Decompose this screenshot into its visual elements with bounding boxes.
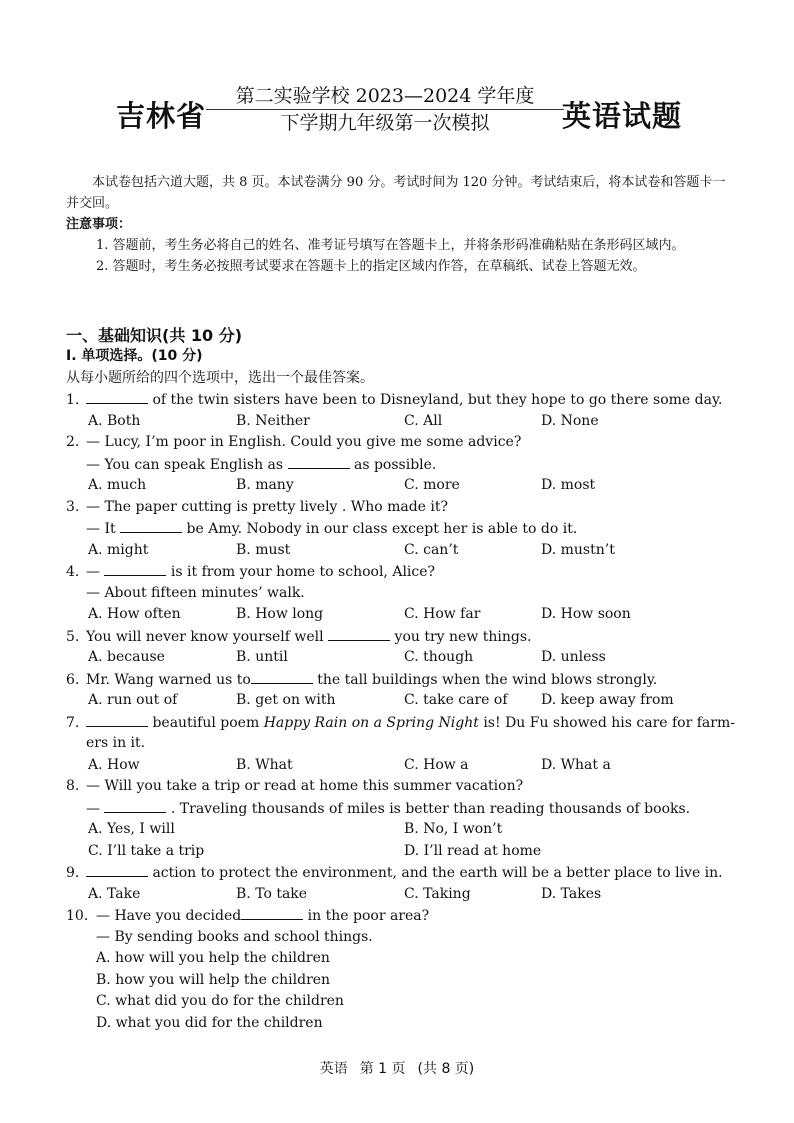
option-c: C. How far: [404, 606, 481, 622]
exam-header: [0, 84, 794, 134]
question-text-2: is! Du Fu showed his care for farm-: [478, 714, 735, 731]
notes-title: 注意事项：: [66, 217, 132, 232]
option-b: B. many: [236, 477, 294, 493]
option-a: A. might: [88, 541, 149, 558]
question-4: [66, 561, 736, 583]
intro-text: 本试卷包括六道大题，共 8 页。本试卷满分 90 分。考试时间为 120 分钟。考试结束后，将本试卷和答题卡一并交回。: [66, 175, 726, 211]
answer-blank: [86, 712, 148, 727]
option-a: A. Yes, I will: [88, 821, 175, 837]
option-d: D. keep away from: [541, 692, 674, 708]
option-c: C. How a: [404, 756, 469, 773]
question-number: 7.: [66, 714, 80, 731]
option-d: D. What a: [541, 756, 611, 773]
section-title: 一、基础知识(共 10 分): [66, 326, 243, 345]
reply-text-post: . Traveling thousands of miles is better than reading thousands of books.: [166, 800, 691, 817]
question-number: 2.: [66, 434, 80, 450]
question-8: [66, 776, 736, 798]
reply-text-pre: —: [86, 800, 105, 817]
question-2-options: [66, 475, 736, 497]
question-number: 6.: [66, 671, 80, 688]
question-10-option-d: [66, 1013, 736, 1035]
option-b: B. How long: [236, 606, 324, 622]
poem-title: Happy Rain on a Spring Night: [263, 714, 479, 731]
answer-blank: [104, 798, 166, 813]
option-b: B. get on with: [236, 692, 336, 708]
option-d: D. How soon: [541, 606, 631, 622]
option-c: C. more: [404, 477, 460, 493]
option-b: B. What: [236, 756, 293, 773]
answer-blank: [328, 626, 390, 641]
question-7: [66, 712, 736, 734]
question-text: of the twin sisters have been to Disneyland, but they hope to go there some day.: [148, 392, 723, 408]
question-2-reply: [66, 454, 736, 476]
question-10: [66, 905, 736, 927]
option-b: B. must: [236, 541, 291, 558]
question-7-continued: [66, 733, 736, 755]
question-1-options: [66, 411, 736, 433]
question-text: — Lucy, I’m poor in English. Could you give me some advice?: [86, 434, 522, 450]
answer-blank: [120, 518, 182, 533]
question-text-pre: Mr. Wang warned us to: [86, 671, 251, 688]
question-10-option-c: [66, 991, 736, 1013]
question-10-option-b: [66, 970, 736, 992]
question-text-pre: You will never know yourself well: [86, 628, 329, 645]
footer-total: (共 8 页): [417, 1061, 475, 1077]
question-number: 1.: [66, 392, 80, 408]
option-b: B. No, I won’t: [404, 821, 503, 837]
question-10-option-a: [66, 948, 736, 970]
question-6-options: [66, 690, 736, 712]
question-text-post: in the poor area?: [303, 908, 430, 924]
question-7-options: [66, 755, 736, 777]
exam-instructions: [66, 172, 736, 277]
reply-text-post: be Amy. Nobody in our class except her is able to do it.: [182, 521, 578, 537]
option-d: D. Takes: [541, 885, 602, 902]
option-c: C. take care of: [404, 692, 508, 708]
option-d: D. mustn’t: [541, 541, 615, 558]
question-text-1: beautiful poem: [148, 714, 264, 731]
question-text-post: the tall buildings when the wind blows strongly.: [312, 671, 658, 688]
option-d: D. None: [541, 412, 599, 429]
question-number: 8.: [66, 778, 80, 794]
part-title: I. 单项选择。(10 分): [66, 348, 203, 364]
question-5: [66, 626, 736, 648]
option-c: C. Taking: [404, 885, 471, 902]
reply-text-pre: — It: [86, 521, 121, 537]
question-3-reply: [66, 518, 736, 540]
question-text: — The paper cutting is pretty lively . Who made it?: [86, 498, 449, 515]
option-d: D. most: [541, 477, 596, 493]
question-text-cont: ers in it.: [86, 735, 146, 751]
option-b: B. Neither: [236, 412, 310, 429]
option-a: A. Both: [88, 412, 141, 429]
option-c: C. I’ll take a trip: [88, 842, 205, 859]
question-10-reply: [66, 927, 736, 949]
answer-blank: [104, 561, 166, 576]
option-a: A. How: [88, 756, 140, 773]
footer-page: 第 1 页: [359, 1061, 406, 1077]
question-8-options-ab: [66, 819, 736, 841]
option-b: B. how you will help the children: [96, 971, 331, 988]
answer-blank: [86, 389, 148, 404]
option-a: A. because: [88, 649, 165, 665]
question-5-options: [66, 647, 736, 669]
question-number: 4.: [66, 564, 80, 580]
option-c: C. what did you do for the children: [96, 993, 344, 1009]
option-a: A. Take: [88, 885, 141, 902]
question-4-options: [66, 604, 736, 626]
question-list: [66, 389, 736, 1034]
option-c: C. though: [404, 649, 474, 665]
answer-blank: [288, 454, 350, 469]
option-d: D. I’ll read at home: [404, 842, 542, 859]
question-text: — Will you take a trip or read at home this summer vacation?: [86, 778, 524, 794]
question-text-post: is it from your home to school, Alice?: [166, 564, 436, 580]
option-a: A. How often: [88, 606, 181, 622]
note-2: 2. 答题时，考生务必按照考试要求在答题卡上的指定区域内作答，在草稿纸、试卷上答题无效。: [96, 259, 646, 274]
question-number: 10.: [66, 908, 89, 924]
answer-blank: [251, 669, 313, 684]
question-2: [66, 432, 736, 454]
question-1: [66, 389, 736, 411]
question-8-options-cd: [66, 841, 736, 863]
province-title: 吉林省: [116, 99, 207, 133]
question-9: [66, 862, 736, 884]
question-text-pre: —: [86, 564, 105, 580]
question-text-pre: — Have you decided: [96, 908, 242, 924]
question-9-options: [66, 884, 736, 906]
question-8-reply: [66, 798, 736, 820]
reply-text-post: as possible.: [349, 456, 437, 473]
note-1: 1. 答题前，考生务必将自己的姓名、准考证号填写在答题卡上，并将条形码准确粘贴在条形码区域内。: [96, 238, 685, 253]
question-number: 3.: [66, 498, 80, 515]
part-instruction: 从每小题所给的四个选项中，选出一个最佳答案。: [66, 370, 374, 386]
answer-blank: [86, 862, 148, 877]
term-line: 下学期九年级第一次模拟: [280, 112, 490, 134]
option-c: C. can’t: [404, 541, 459, 558]
option-c: C. All: [404, 412, 443, 429]
answer-blank: [241, 905, 303, 920]
option-b: B. To take: [236, 885, 308, 902]
page-footer: [0, 1058, 794, 1078]
question-text: action to protect the environment, and the earth will be a better place to live in.: [148, 865, 723, 881]
option-d: D. what you did for the children: [96, 1014, 323, 1031]
question-3: [66, 497, 736, 519]
question-6: [66, 669, 736, 691]
question-number: 5.: [66, 628, 80, 645]
reply-text-pre: — You can speak English as: [86, 456, 288, 473]
question-4-reply: [66, 583, 736, 605]
school-line: 第二实验学校 2023—2024 学年度: [206, 84, 564, 110]
option-b: B. until: [236, 649, 288, 665]
question-number: 9.: [66, 865, 80, 881]
option-a: A. much: [88, 477, 147, 493]
option-a: A. how will you help the children: [96, 950, 330, 966]
subject-title: 英语试题: [562, 99, 683, 133]
footer-subject: 英语: [319, 1061, 348, 1077]
question-text-post: you try new things.: [390, 628, 532, 645]
reply-text: — By sending books and school things.: [96, 928, 373, 945]
option-d: D. unless: [541, 649, 606, 665]
option-a: A. run out of: [88, 692, 178, 708]
question-3-options: [66, 540, 736, 562]
reply-text: — About fifteen minutes’ walk.: [86, 584, 305, 601]
school-title: [206, 84, 564, 136]
